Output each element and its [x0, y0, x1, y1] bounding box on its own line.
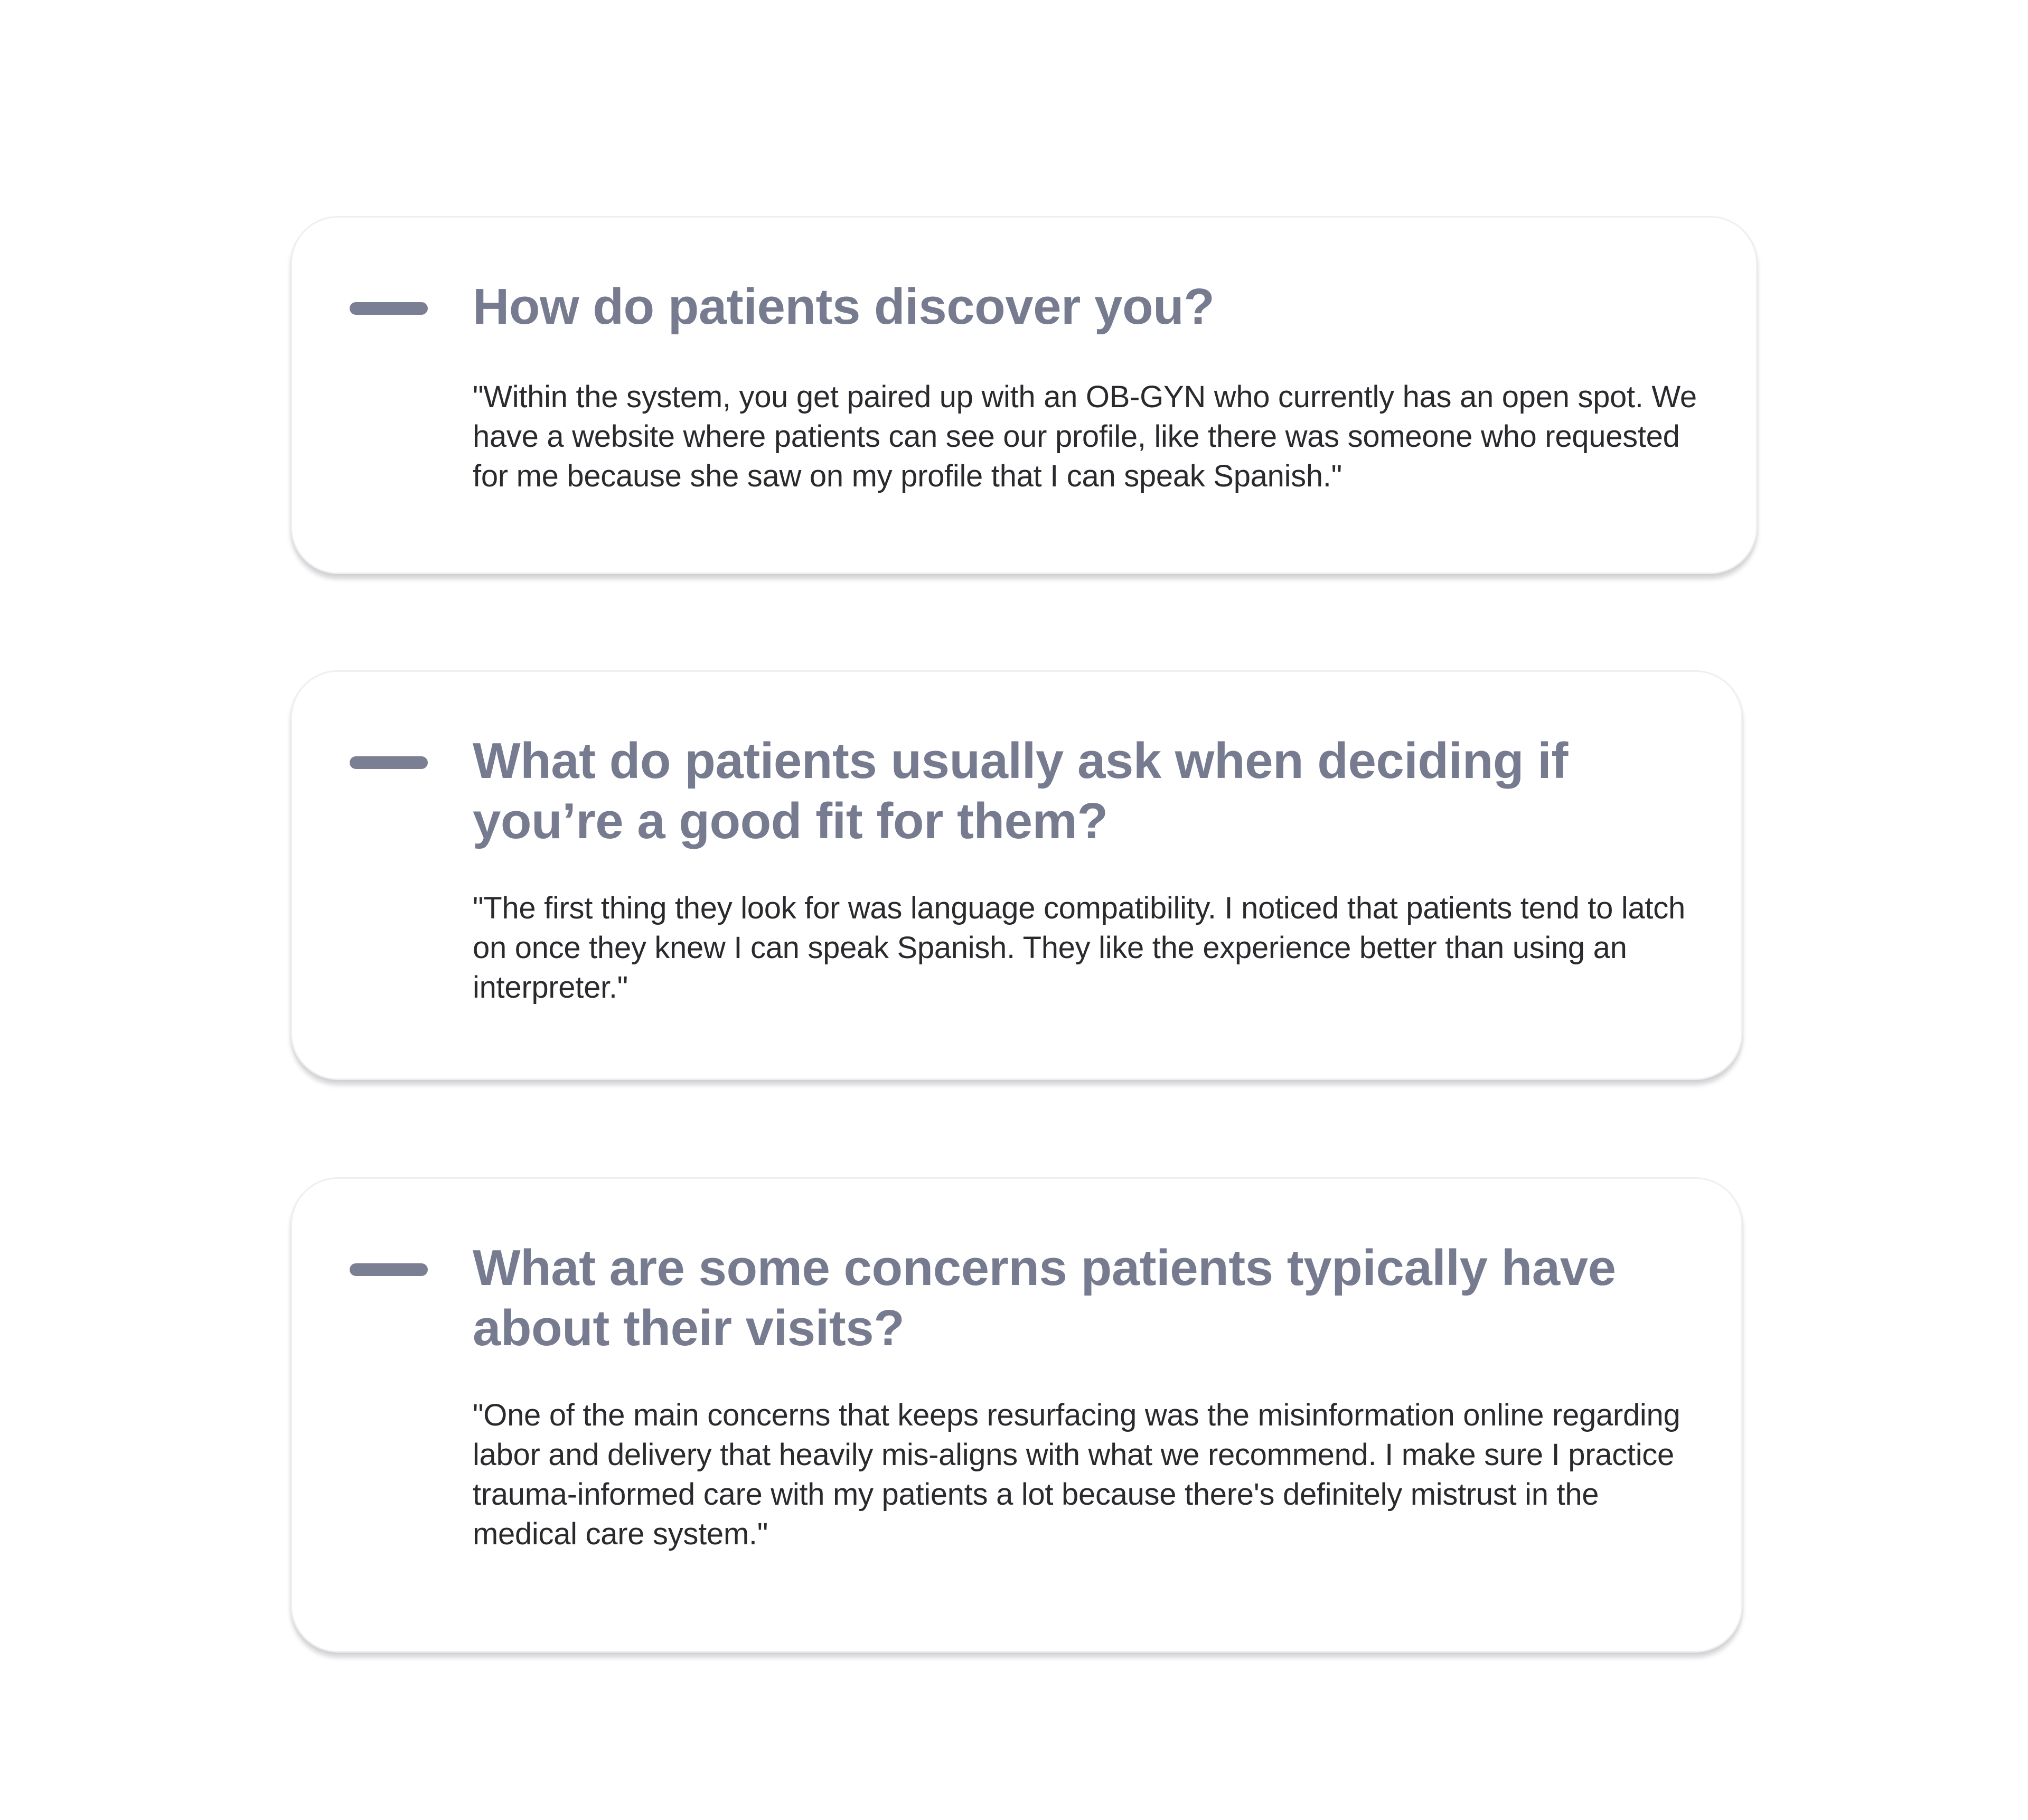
- faq-card: [290, 216, 1758, 574]
- faq-answer: "The first thing they look for was language compatibility. I noticed that patients tend to latch on once they knew I can speak Spanish. They like the experience better than using an interpreter.": [473, 891, 1685, 1005]
- faq-answer: "One of the main concerns that keeps resurfacing was the misinformation online regarding labor and delivery that heavily mis-aligns with what we recommend. I make sure I practice trauma-informed care with my patients a lot because there's definitely mistrust in the medical care system.": [473, 1398, 1680, 1551]
- faq-card: [290, 670, 1743, 1080]
- faq-card: [290, 1177, 1743, 1653]
- minus-icon[interactable]: [350, 1263, 428, 1276]
- faq-question[interactable]: What do patients usually ask when deciding if you’re a good fit for them?: [473, 733, 1568, 849]
- faq-answer: "Within the system, you get paired up with an OB-GYN who currently has an open spot. We have a website where patients can see our profile, like there was someone who requested for me because she saw on my profile that I can speak Spanish.": [473, 380, 1697, 493]
- faq-question[interactable]: What are some concerns patients typically have about their visits?: [473, 1240, 1616, 1356]
- faq-question[interactable]: How do patients discover you?: [473, 278, 1215, 335]
- minus-icon[interactable]: [350, 302, 428, 315]
- minus-icon[interactable]: [350, 756, 428, 769]
